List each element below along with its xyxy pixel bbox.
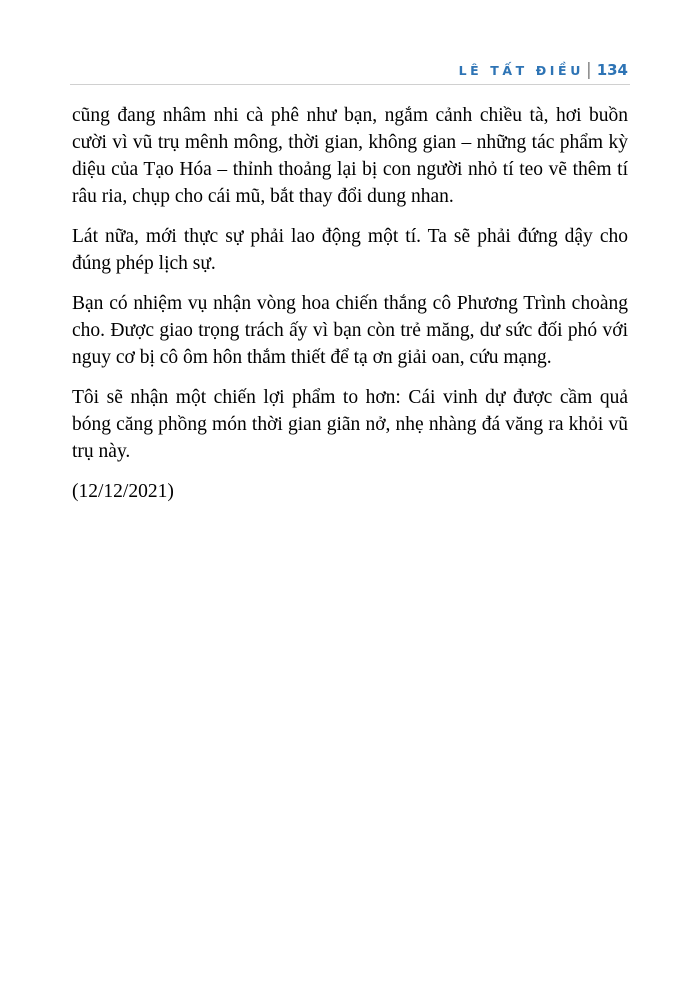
paragraph: Tôi sẽ nhận một chiến lợi phẩm to hơn: Cái vinh dự được cầm quả bóng căng phồng món thời gian giãn nở, nhẹ nhàng đá văng ra khỏi vũ trụ này.: [72, 387, 628, 462]
header-rule: [70, 84, 630, 85]
body-text: [72, 102, 628, 518]
date-line: (12/12/2021): [72, 481, 174, 502]
header-author: LÊ TẤT ĐIỀU: [458, 62, 584, 78]
paragraph: cũng đang nhâm nhi cà phê như bạn, ngắm cảnh chiều tà, hơi buồn cười vì vũ trụ mênh mông, thời gian, không gian – những tác phẩm kỳ diệu của Tạo Hóa – thỉnh thoảng lại bị con người nhỏ tí teo vẽ thêm tí râu ria, chụp cho cái mũ, bắt thay đổi dung nhan.: [72, 105, 628, 207]
header-separator: |: [585, 60, 592, 80]
running-header: [459, 60, 628, 80]
page-number: 134: [596, 61, 628, 79]
paragraph: Lát nữa, mới thực sự phải lao động một tí. Ta sẽ phải đứng dậy cho đúng phép lịch sự.: [72, 226, 628, 274]
paragraph: Bạn có nhiệm vụ nhận vòng hoa chiến thắng cô Phương Trình choàng cho. Được giao trọng trách ấy vì bạn còn trẻ măng, dư sức đối phó với nguy cơ bị cô ôm hôn thắm thiết để tạ ơn giải oan, cứu mạng.: [72, 293, 628, 368]
